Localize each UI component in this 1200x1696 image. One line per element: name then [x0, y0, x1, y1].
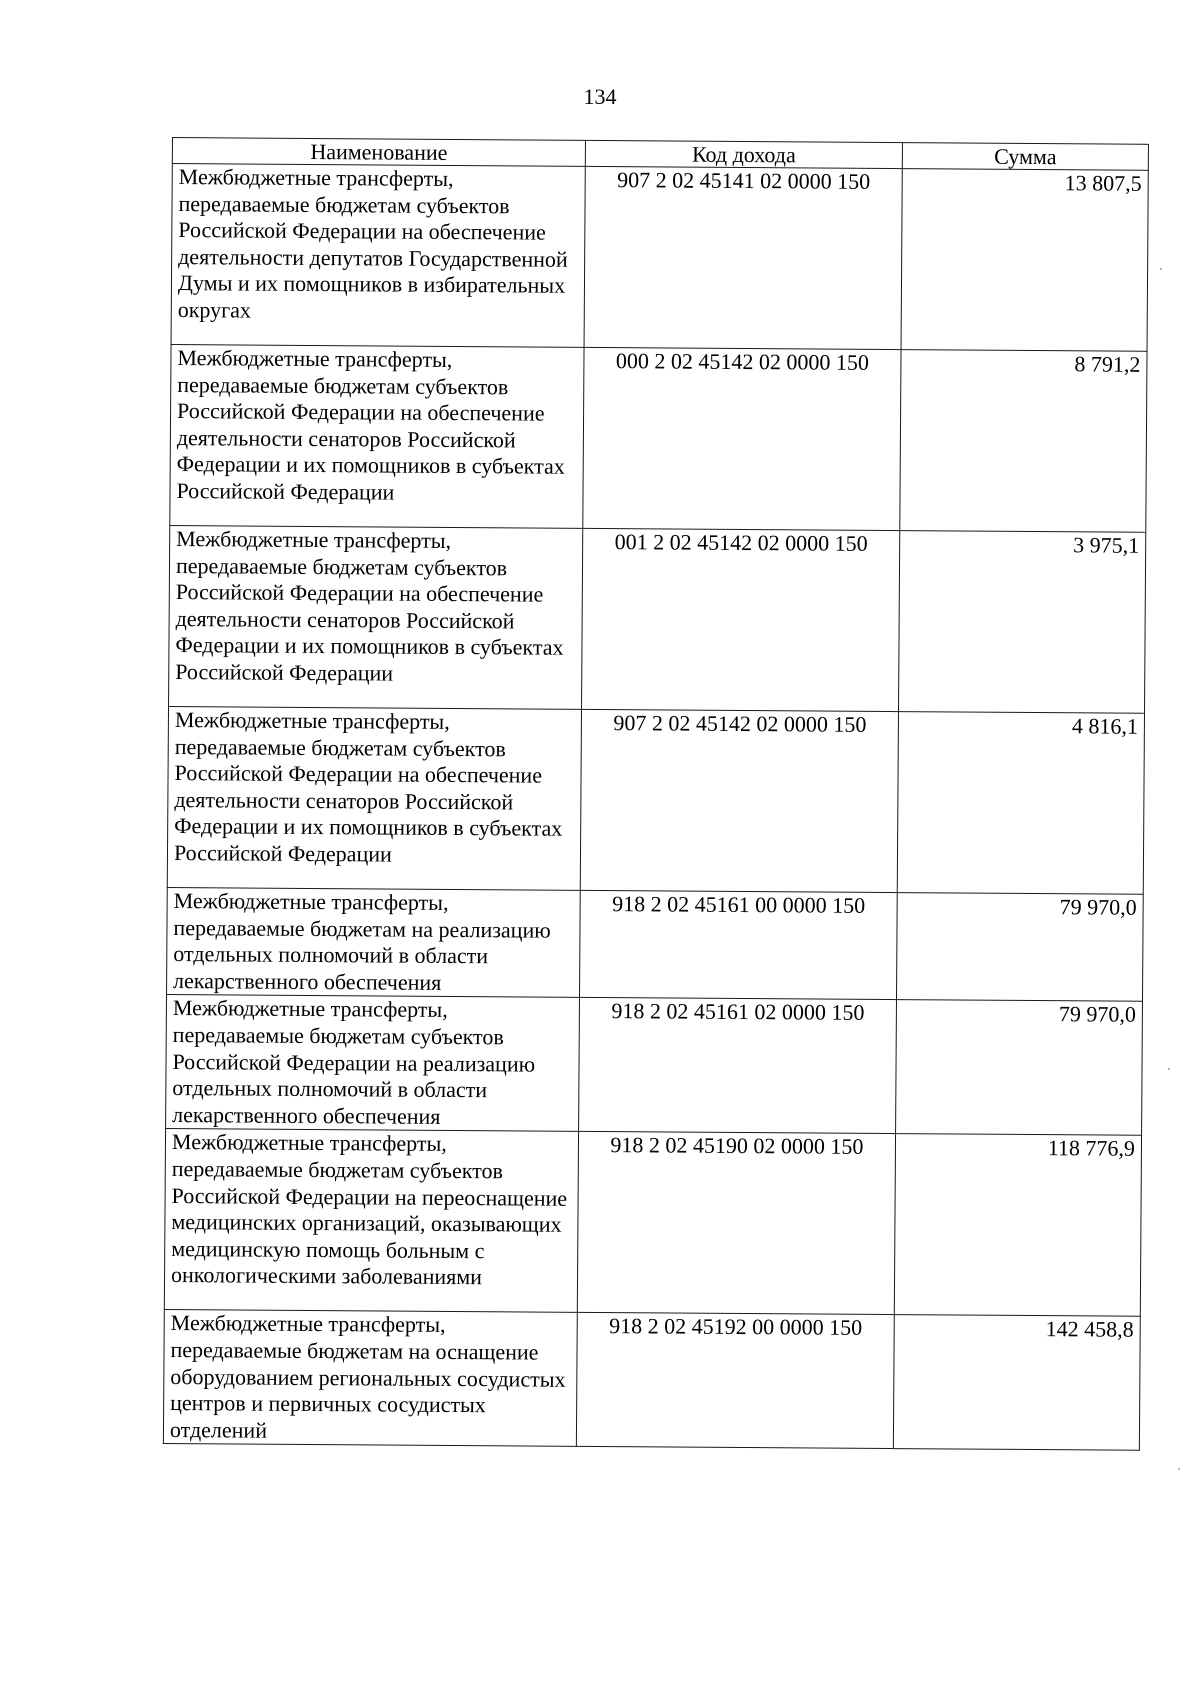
revenue-table [163, 137, 1149, 1451]
scan-speck [1160, 268, 1162, 270]
row-code: 907 2 02 45142 02 0000 150 [580, 709, 898, 892]
row-code: 918 2 02 45190 02 0000 150 [577, 1132, 895, 1315]
row-sum: 79 970,0 [896, 893, 1143, 1002]
table-row [163, 1310, 1140, 1451]
row-name: Межбюджетные трансферты, передаваемые бюджетам на реализацию отдельных полномочий в области лекарственного обеспечения [167, 887, 581, 997]
table-row [170, 344, 1147, 532]
row-name: Межбюджетные трансферты, передаваемые бюджетам субъектов Российской Федерации на обеспечение деятельности сенаторов Российской Федерации и их помощников в субъектах Российской Федерации [167, 706, 581, 890]
row-sum: 4 816,1 [897, 712, 1144, 895]
table-row [164, 1129, 1141, 1317]
row-code: 000 2 02 45142 02 0000 150 [583, 347, 901, 530]
table-row [167, 887, 1144, 1001]
row-sum: 3 975,1 [899, 531, 1146, 714]
row-sum: 142 458,8 [893, 1315, 1140, 1451]
row-name: Межбюджетные трансферты, передаваемые бюджетам субъектов Российской Федерации на обеспечение деятельности сенаторов Российской Федерации и их помощников в субъектах Российской Федерации [170, 344, 584, 528]
page-number: 134 [583, 84, 617, 109]
header-sum: Сумма [902, 143, 1148, 171]
row-sum: 8 791,2 [900, 350, 1147, 533]
table-row [169, 525, 1146, 713]
row-name: Межбюджетные трансферты, передаваемые бюджетам субъектов Российской Федерации на обеспечение деятельности депутатов Государственной Думы и их помощников в избирательных округах [171, 164, 585, 348]
row-code: 001 2 02 45142 02 0000 150 [582, 528, 900, 711]
row-code: 918 2 02 45192 00 0000 150 [576, 1313, 894, 1449]
row-sum: 118 776,9 [894, 1134, 1141, 1317]
table-row [171, 164, 1148, 352]
row-code: 918 2 02 45161 00 0000 150 [580, 890, 898, 1000]
table-row [167, 706, 1144, 894]
row-code: 907 2 02 45141 02 0000 150 [584, 166, 902, 349]
row-name: Межбюджетные трансферты, передаваемые бюджетам субъектов Российской Федерации на переоснащение медицинских организаций, оказывающих медицинскую помощь больным с онкологическими заболеваниями [164, 1129, 578, 1313]
row-name: Межбюджетные трансферты, передаваемые бюджетам субъектов Российской Федерации на обеспечение деятельности сенаторов Российской Федерации и их помощников в субъектах Российской Федерации [169, 525, 583, 709]
row-sum: 13 807,5 [901, 169, 1148, 352]
row-name: Межбюджетные трансферты, передаваемые бюджетам субъектов Российской Федерации на реализацию отдельных полномочий в области лекарственного обеспечения [166, 995, 580, 1132]
header-code: Код дохода [585, 140, 902, 168]
row-name: Межбюджетные трансферты, передаваемые бюджетам на оснащение оборудованием региональных сосудистых центров и первичных сосудистых отделений [163, 1310, 577, 1447]
scan-speck [1168, 1068, 1170, 1070]
header-name: Наименование [172, 138, 585, 167]
table-row [166, 995, 1143, 1136]
scan-speck [1178, 1468, 1180, 1470]
row-sum: 79 970,0 [896, 1000, 1143, 1136]
row-code: 918 2 02 45161 02 0000 150 [579, 998, 897, 1134]
